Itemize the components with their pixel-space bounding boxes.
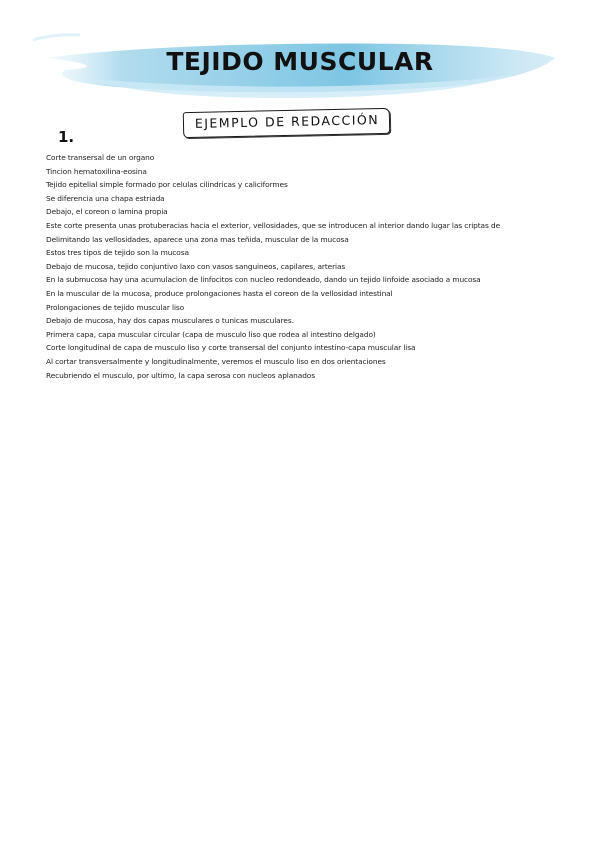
note-line: Corte longitudinal de capa de musculo liso y corte transersal del conjunto intestino-capa muscular lisa <box>46 343 416 353</box>
note-line: Prolongaciones de tejido muscular liso <box>46 302 185 312</box>
note-line: Debajo de mucosa, tejido conjuntivo laxo con vasos sanguineos, capilares, arterias <box>46 261 346 271</box>
note-line: Corte transersal de un organo <box>46 153 155 162</box>
note-line: Primera capa, capa muscular circular (capa de musculo liso que rodea al intestino delgado) <box>46 329 376 339</box>
note-line: Delimitando las vellosidades, aparece una zona mas teñida, muscular de la mucosa <box>46 234 349 244</box>
page-title: TEJIDO MUSCULAR <box>166 47 434 76</box>
notes-list <box>46 151 576 382</box>
note-line: Se diferencia una chapa estriada <box>46 193 165 203</box>
note-line: Debajo, el coreon o lamina propia <box>46 207 168 217</box>
note-line: Al cortar transversalmente y longitudinalmente, veremos el musculo liso en dos orientaciones <box>46 356 386 366</box>
note-line: Tincion hematoxilina-eosina <box>46 166 147 176</box>
note-line: Debajo de mucosa, hay dos capas musculares o tunicas musculares. <box>46 316 294 326</box>
note-line: En la submucosa hay una acumulacion de linfocitos con nucleo redondeado, dando un tejido linfoide asociado a mucosa <box>46 275 481 285</box>
note-line: Este corte presenta unas protuberacias hacia el exterior, vellosidades, que se introducen al interior dando lugar las criptas de <box>46 220 501 230</box>
note-line: En la muscular de la mucosa, produce prolongaciones hasta el coreon de la vellosidad intestinal <box>46 288 393 298</box>
section-number: 1. <box>58 128 75 146</box>
subtitle: EJEMPLO DE REDACCIÓN <box>194 112 380 131</box>
note-line: Recubriendo el musculo, por ultimo, la capa serosa con nucleos aplanados <box>46 370 315 380</box>
note-line: Tejido epitelial simple formado por celulas cilindricas y caliciformes <box>46 180 288 190</box>
note-line: Estos tres tipos de tejido son la mucosa <box>46 248 189 258</box>
